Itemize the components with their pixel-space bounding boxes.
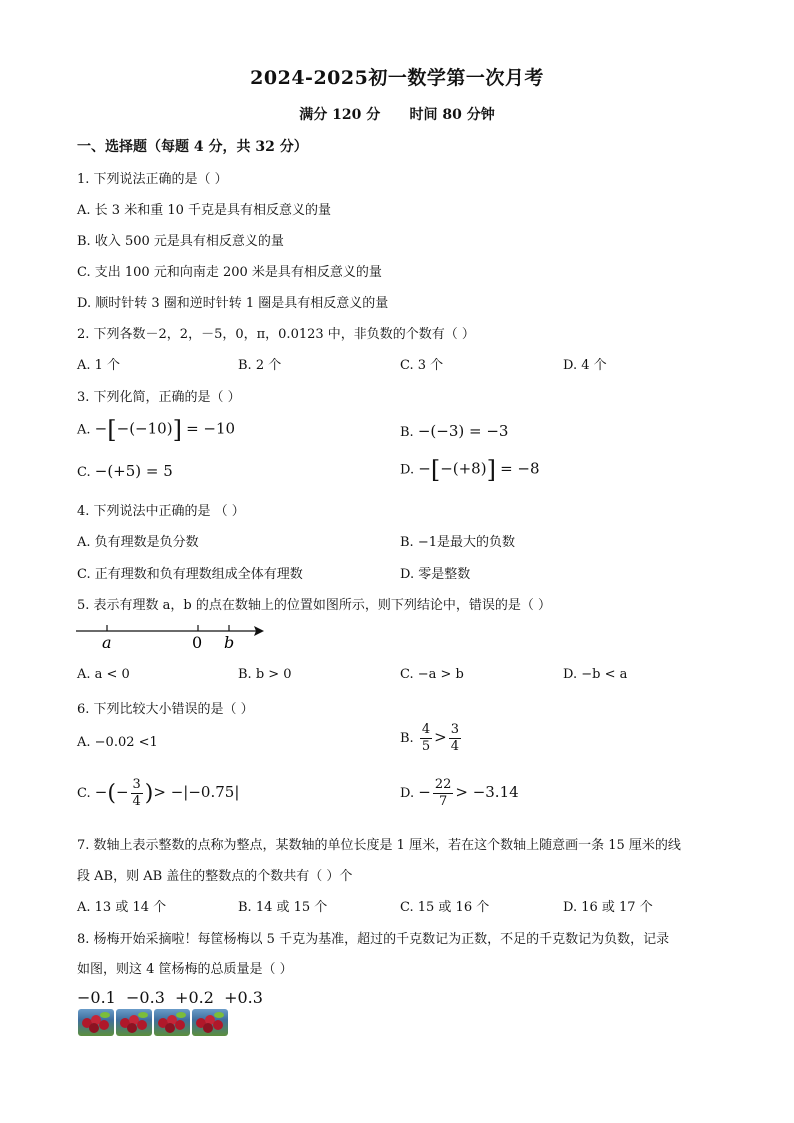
q3-d-left-bracket: [: [430, 456, 441, 484]
q3-b-expr: −(−3) = −3: [417, 422, 509, 440]
q2-option-d: D. 4 个: [563, 358, 607, 373]
q5-option-a: A. a < 0: [77, 667, 130, 682]
q3-d-inner: −(+8): [440, 459, 487, 478]
q3-option-b: [400, 422, 508, 440]
q3-d-label: D.: [400, 462, 415, 478]
q2-option-b: B. 2 个: [238, 358, 282, 373]
q3-option-a: [77, 416, 235, 444]
q4-option-c: C. 正有理数和负有理数组成全体有理数: [77, 567, 303, 582]
bayberry-basket-image: [116, 1009, 152, 1036]
q5-stem: 5. 表示有理数 a，b 的点在数轴上的位置如图所示，则下列结论中，错误的是（ ）: [77, 598, 552, 613]
q7-stem-line1: 7. 数轴上表示整数的点称为整点，某数轴的单位长度是 1 厘米，若在这个数轴上随意画一条 15 厘米的线: [77, 838, 681, 853]
denominator: 5: [421, 739, 431, 754]
q6-b-label: B.: [400, 731, 414, 746]
section-heading: 一、选择题（每题 4 分，共 32 分）: [77, 139, 308, 155]
q3-a-result: = −10: [186, 419, 236, 438]
q3-a-left-bracket: [: [107, 416, 117, 444]
q2-stem: 2. 下列各数－2，2，－5，0，π，0.0123 中，非负数的个数有（ ）: [77, 327, 475, 342]
numerator: 22: [434, 777, 452, 792]
q8-stem-line1: 8. 杨梅开始采摘啦！每筐杨梅以 5 千克为基准，超过的千克数记为正数，不足的千克数记为负数，记录: [77, 932, 670, 947]
q3-d-result: = −8: [500, 459, 540, 478]
q1-option-a: A. 长 3 米和重 10 千克是具有相反意义的量: [77, 203, 331, 218]
q4-stem: 4. 下列说法中正确的是 （ ）: [77, 504, 245, 519]
right-paren: ): [144, 781, 154, 806]
q3-b-label: B.: [400, 425, 414, 440]
left-paren: (: [107, 781, 116, 806]
q3-d-right-bracket: ]: [486, 456, 496, 484]
q8-stem-line2: 如图，则这 4 筐杨梅的总质量是（ ）: [77, 962, 293, 977]
greater-than: >: [434, 728, 447, 746]
q2-option-c: C. 3 个: [400, 358, 444, 373]
q7-stem-line2: 段 AB，则 AB 盖住的整数点的个数共有（ ）个: [77, 869, 353, 884]
minus-sign: −: [418, 783, 431, 801]
q3-a-label: A.: [77, 422, 91, 438]
q4-option-b: B. −1是最大的负数: [400, 535, 515, 550]
q3-d-minus: −: [418, 459, 431, 478]
q6-option-c: [77, 777, 239, 810]
q1-option-b: B. 收入 500 元是具有相反意义的量: [77, 234, 284, 249]
bayberry-basket-image: [192, 1009, 228, 1036]
minus-sign: −: [94, 783, 108, 801]
q3-option-d: [400, 456, 540, 484]
q3-a-minus: −: [94, 419, 108, 438]
bayberry-basket-image: [154, 1009, 190, 1036]
fraction-4-5: [420, 722, 432, 755]
label-a: a: [102, 633, 112, 652]
q6-d-label: D.: [400, 786, 415, 801]
page-title: 2024-2025初一数学第一次月考: [250, 67, 544, 89]
numerator: 4: [421, 722, 431, 737]
q4-option-a: A. 负有理数是负分数: [77, 535, 199, 550]
q3-a-right-bracket: ]: [172, 416, 182, 444]
q3-c-expr: −(+5) = 5: [94, 462, 173, 480]
q2-option-a: A. 1 个: [77, 358, 121, 373]
q3-c-label: C.: [77, 465, 91, 480]
number-line-figure: [74, 620, 274, 654]
q6-option-b: [400, 722, 463, 755]
denominator: 7: [438, 794, 448, 809]
q6-option-a: A. −0.02 <1: [77, 735, 158, 750]
q4-option-d: D. 零是整数: [400, 567, 471, 582]
numerator: 3: [450, 722, 459, 737]
q1-option-d: D. 顺时针转 3 圈和逆时针转 1 圈是具有相反意义的量: [77, 296, 389, 311]
q6-option-d: [400, 777, 519, 810]
q7-option-d: D. 16 或 17 个: [563, 900, 653, 915]
minus-sign: −: [115, 783, 129, 801]
numerator: 3: [132, 777, 141, 792]
q6-d-comparison: > −3.14: [455, 783, 519, 801]
label-b: b: [224, 633, 235, 652]
bayberry-basket-image: [78, 1009, 114, 1036]
q7-option-b: B. 14 或 15 个: [238, 900, 328, 915]
fraction-22-7: [433, 777, 454, 810]
fraction-3-4: [449, 722, 461, 755]
denominator: 4: [132, 794, 141, 809]
page-subtitle: 满分 120 分 时间 80 分钟: [299, 107, 495, 123]
q1-stem: 1. 下列说法正确的是（ ）: [77, 172, 228, 187]
q6-stem: 6. 下列比较大小错误的是（ ）: [77, 702, 254, 717]
basket-images: [78, 1009, 228, 1036]
q5-option-c: C. −a > b: [400, 667, 464, 682]
denominator: 4: [450, 739, 459, 754]
q6-c-label: C.: [77, 786, 91, 801]
q1-option-c: C. 支出 100 元和向南走 200 米是具有相反意义的量: [77, 265, 382, 280]
q7-option-a: A. 13 或 14 个: [77, 900, 167, 915]
q5-option-d: D. −b < a: [563, 667, 628, 682]
basket-weights: −0.1 −0.3 +0.2 +0.3: [77, 988, 263, 1007]
q3-stem: 3. 下列化简，正确的是（ ）: [77, 390, 241, 405]
q5-option-b: B. b > 0: [238, 667, 292, 682]
fraction-3-4: [131, 777, 143, 810]
q3-a-inner: −(−10): [116, 419, 173, 438]
q3-option-c: [77, 462, 173, 480]
q6-c-comparison: > −|−0.75|: [153, 783, 240, 801]
q7-option-c: C. 15 或 16 个: [400, 900, 490, 915]
label-zero: 0: [192, 633, 203, 652]
